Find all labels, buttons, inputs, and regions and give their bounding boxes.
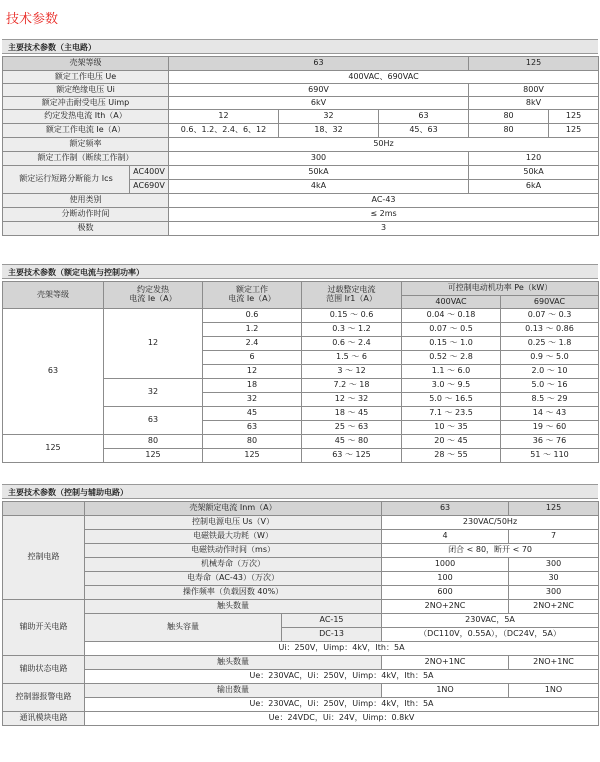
row-ics-ac690: AC690V 4kA 6kA xyxy=(3,180,599,194)
row-op-freq: 操作频率（负载因数 40%） 600 300 xyxy=(3,586,599,600)
header-400vac: 400VAC xyxy=(402,296,501,309)
row-poles: 极数 3 xyxy=(3,222,599,236)
row-elec-life: 电寿命（AC-43）（万次） 100 30 xyxy=(3,572,599,586)
row-inm: 壳架额定电流 Inm（A） 63 125 xyxy=(3,502,599,516)
comm-circuit-label: 通讯模块电路 xyxy=(3,712,85,726)
table-row: 1.2 0.3 ～ 1.2 0.07 ～ 0.5 0.13 ～ 0.86 xyxy=(3,323,599,337)
row-alarm-outputs: 控制器报警电路 输出数量 1NO 1NO xyxy=(3,684,599,698)
header-690vac: 690VAC xyxy=(501,296,599,309)
row-status-contacts: 辅助状态电路 触头数量 2NO+1NC 2NO+1NC xyxy=(3,656,599,670)
status-circuit-label: 辅助状态电路 xyxy=(3,656,85,684)
header-rated: 额定工作 电流 Ie（A） xyxy=(203,282,302,309)
row-dc13: DC-13 （DC110V，0.55A），（DC24V，5A） xyxy=(3,628,599,642)
table-row: 125 125 63 ～ 125 28 ～ 55 51 ～ 110 xyxy=(3,449,599,463)
table-row: 32 12 ～ 32 5.0 ～ 16.5 8.5 ～ 29 xyxy=(3,393,599,407)
section2-title: 主要技术参数（额定电流与控制功率） xyxy=(2,264,598,279)
page-title: 技术参数 xyxy=(6,12,59,27)
table-row: 2.4 0.6 ～ 2.4 0.15 ～ 1.0 0.25 ～ 1.8 xyxy=(3,337,599,351)
control-aux-table xyxy=(2,501,599,726)
row-mech-life: 机械寿命（万次） 1000 300 xyxy=(3,558,599,572)
row-comm: 通讯模块电路 Ue：24VDC，Ui：24V，Uimp：0.8kV xyxy=(3,712,599,726)
table-row: 63 12 0.6 0.15 ～ 0.6 0.04 ～ 0.18 0.07 ～ 0.3 xyxy=(3,309,599,323)
row-category: 使用类别 AC-43 xyxy=(3,194,599,208)
row-ue: 额定工作电压 Ue 400VAC、690VAC xyxy=(3,71,599,84)
header-ir: 过载整定电流 范围 Ir1（A） xyxy=(302,282,402,309)
row-ics-ac400: 额定运行短路分断能力 Ics AC400V 50kA 50kA xyxy=(3,166,599,180)
row-aux-contacts: 辅助开关电路 触头数量 2NO+2NC 2NO+2NC xyxy=(3,600,599,614)
row-alarm-ratings: Ue：230VAC，Ui：250V，Uimp：4kV，Ith：5A xyxy=(3,698,599,712)
main-circuit-table xyxy=(2,56,599,236)
row-coil-time: 电磁铁动作时间（ms） 闭合 < 80，断开 < 70 xyxy=(3,544,599,558)
row-duty: 额定工作制（断续工作制） 300 120 xyxy=(3,152,599,166)
row-ie: 额定工作电流 Ie（A） 0.6、1.2、2.4、6、12 18、32 45、63 80 125 xyxy=(3,124,599,138)
section3-title: 主要技术参数（控制与辅助电路） xyxy=(2,484,598,499)
table-row: 32 18 7.2 ～ 18 3.0 ～ 9.5 5.0 ～ 16 xyxy=(3,379,599,393)
aux-switch-label: 辅助开关电路 xyxy=(3,600,85,656)
header-power: 可控制电动机功率 Pe（kW） xyxy=(402,282,599,296)
table-row: 63 25 ～ 63 10 ～ 35 19 ～ 60 xyxy=(3,421,599,435)
row-freq: 额定频率 50Hz xyxy=(3,138,599,152)
frame-63-cell: 63 xyxy=(3,309,104,435)
row-aux-ratings: Ui：250V，Uimp：4kV，Ith：5A xyxy=(3,642,599,656)
header-frame: 壳架等级 xyxy=(3,282,104,309)
table-row: 63 45 18 ～ 45 7.1 ～ 23.5 14 ～ 43 xyxy=(3,407,599,421)
rated-current-table xyxy=(2,281,599,463)
row-ith: 约定发热电流 Ith（A） 12 32 63 80 125 xyxy=(3,110,599,124)
row-ui: 额定绝缘电压 Ui 690V 800V xyxy=(3,84,599,97)
row-us: 控制电路 控制电源电压 Us（V） 230VAC/50Hz xyxy=(3,516,599,530)
row-uimp: 额定冲击耐受电压 Uimp 6kV 8kV xyxy=(3,97,599,110)
alarm-circuit-label: 控制器报警电路 xyxy=(3,684,85,712)
control-circuit-label: 控制电路 xyxy=(3,516,85,600)
row-break-time: 分断动作时间 ≤ 2ms xyxy=(3,208,599,222)
table-row: 12 3 ～ 12 1.1 ～ 6.0 2.0 ～ 10 xyxy=(3,365,599,379)
row-frame: 壳架等级 63 125 xyxy=(3,57,599,71)
row-status-ratings: Ue：230VAC，Ui：250V，Uimp：4kV，Ith：5A xyxy=(3,670,599,684)
row-ac15: 触头容量 AC-15 230VAC，5A xyxy=(3,614,599,628)
table-row: 6 1.5 ～ 6 0.52 ～ 2.8 0.9 ～ 5.0 xyxy=(3,351,599,365)
frame-125-cell: 125 xyxy=(3,435,104,463)
table-row: 125 80 80 45 ～ 80 20 ～ 45 36 ～ 76 xyxy=(3,435,599,449)
header-ie: 约定发热 电流 Ie（A） xyxy=(104,282,203,309)
row-coil-power: 电磁铁最大功耗（W） 4 7 xyxy=(3,530,599,544)
section1-title: 主要技术参数（主电路） xyxy=(2,39,598,54)
